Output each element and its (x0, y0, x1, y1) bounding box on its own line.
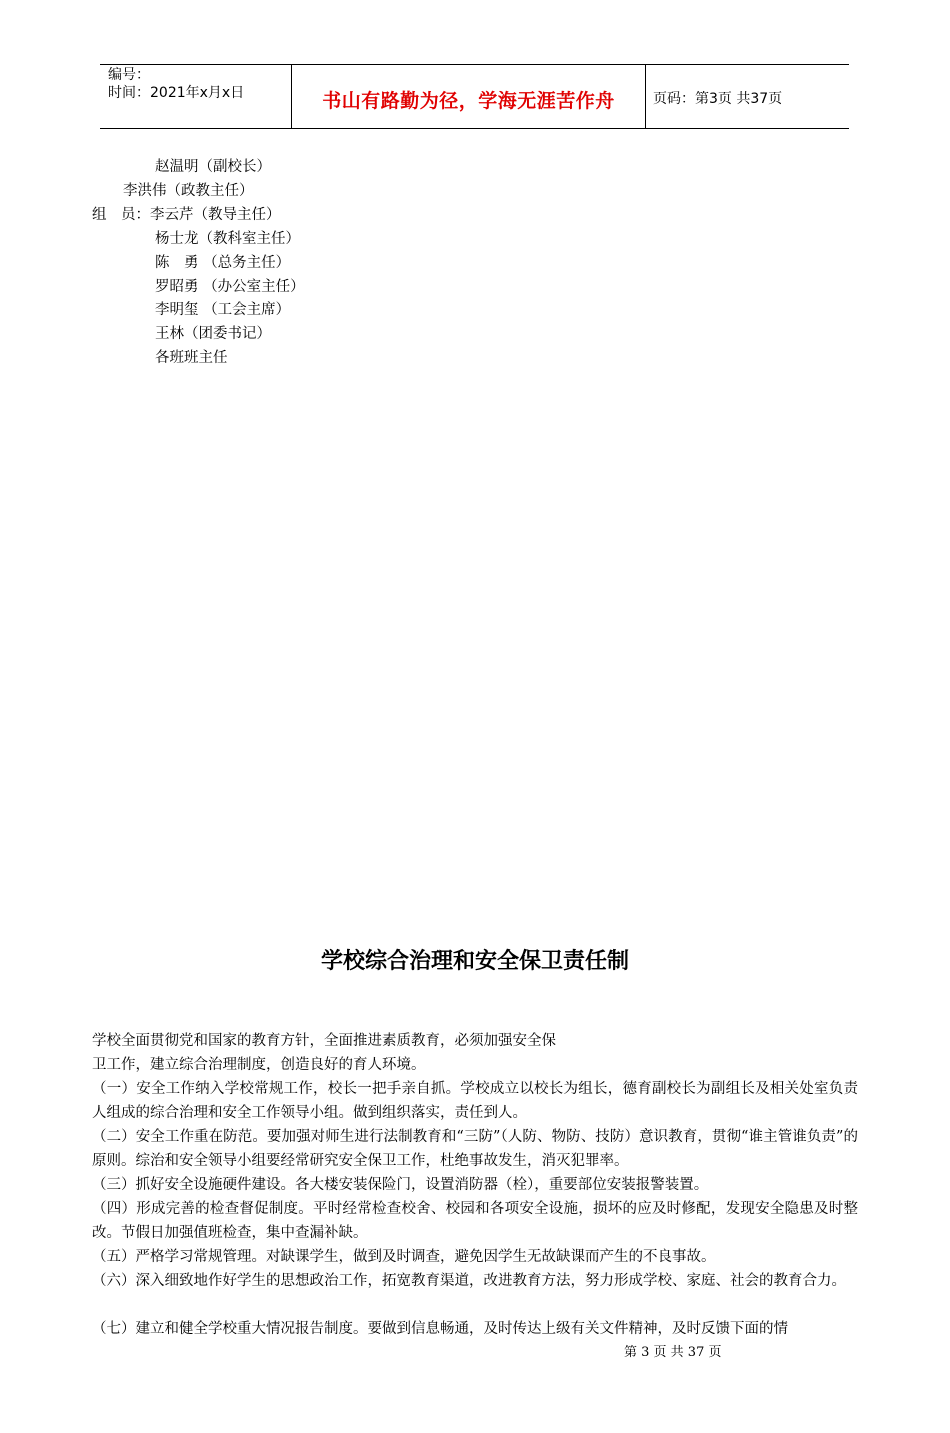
header-bottom-rule (100, 128, 849, 129)
header-top-rule (100, 64, 849, 65)
paragraph: （三）抓好安全设施硬件建设。各大楼安装保险门，设置消防器（栓），重要部位安装报警装置。 (92, 1177, 709, 1193)
paragraph: （七）建立和健全学校重大情况报告制度。要做到信息畅通，及时传达上级有关文件精神，及时反馈下面的情 (92, 1321, 788, 1337)
paragraph: 卫工作，建立综合治理制度，创造良好的育人环境。 (92, 1057, 426, 1073)
paragraph: （五）严格学习常规管理。对缺课学生，做到及时调查，避免因学生无故缺课而产生的不良事故。 (92, 1249, 716, 1265)
paragraph: （一）安全工作纳入学校常规工作，校长一把手亲自抓。学校成立以校长为组长，德育副校长为副组长及相关处室负责人组成的综合治理和安全工作领导小组。做到组织落实，责任到人。 (92, 1081, 858, 1121)
header-divider-2 (645, 64, 646, 129)
paragraph: （四）形成完善的检查督促制度。平时经常检查校舍、校园和各项安全设施，损坏的应及时修配，发现安全隐患及时整改。节假日加强值班检查，集中查漏补缺。 (92, 1201, 858, 1241)
paragraph: 学校全面贯彻党和国家的教育方针，全面推进素质教育，必须加强安全保 (92, 1033, 556, 1049)
page-footer: 第 3 页 共 37 页 (624, 1345, 722, 1360)
member-line: 罗昭勇 （办公室主任） (155, 279, 305, 295)
member-line: 李洪伟（政教主任） (123, 183, 254, 199)
document-title: 学校综合治理和安全保卫责任制 (320, 949, 629, 974)
member-line: 陈 勇 （总务主任） (155, 255, 291, 271)
date-line: 时间：2021年x月x日 (108, 85, 245, 101)
header-page-info: 页码：第3页 共37页 (653, 91, 783, 107)
member-line: 王林（团委书记） (155, 326, 271, 342)
header-left-cell (108, 66, 288, 102)
member-line: 各班班主任 (155, 350, 228, 366)
paragraph: （六）深入细致地作好学生的思想政治工作，拓宽教育渠道，改进教育方法，努力形成学校、家庭、社会的教育合力。 (92, 1273, 846, 1289)
header-motto: 书山有路勤为径，学海无涯苦作舟 (322, 90, 615, 112)
member-line: 组 员：李云芹（教导主任） (92, 207, 281, 223)
paragraph: （二）安全工作重在防范。要加强对师生进行法制教育和“三防”（人防、物防、技防）意识教育，贯彻“谁主管谁负责”的原则。综治和安全领导小组要经常研究安全保卫工作，杜绝事故发生，消灭犯罪率。 (92, 1129, 858, 1169)
member-line: 杨士龙（教科室主任） (155, 231, 300, 247)
member-line: 赵温明（副校长） (155, 159, 271, 175)
code-label: 编号： (108, 67, 150, 83)
member-line: 李明玺 （工会主席） (155, 302, 291, 318)
